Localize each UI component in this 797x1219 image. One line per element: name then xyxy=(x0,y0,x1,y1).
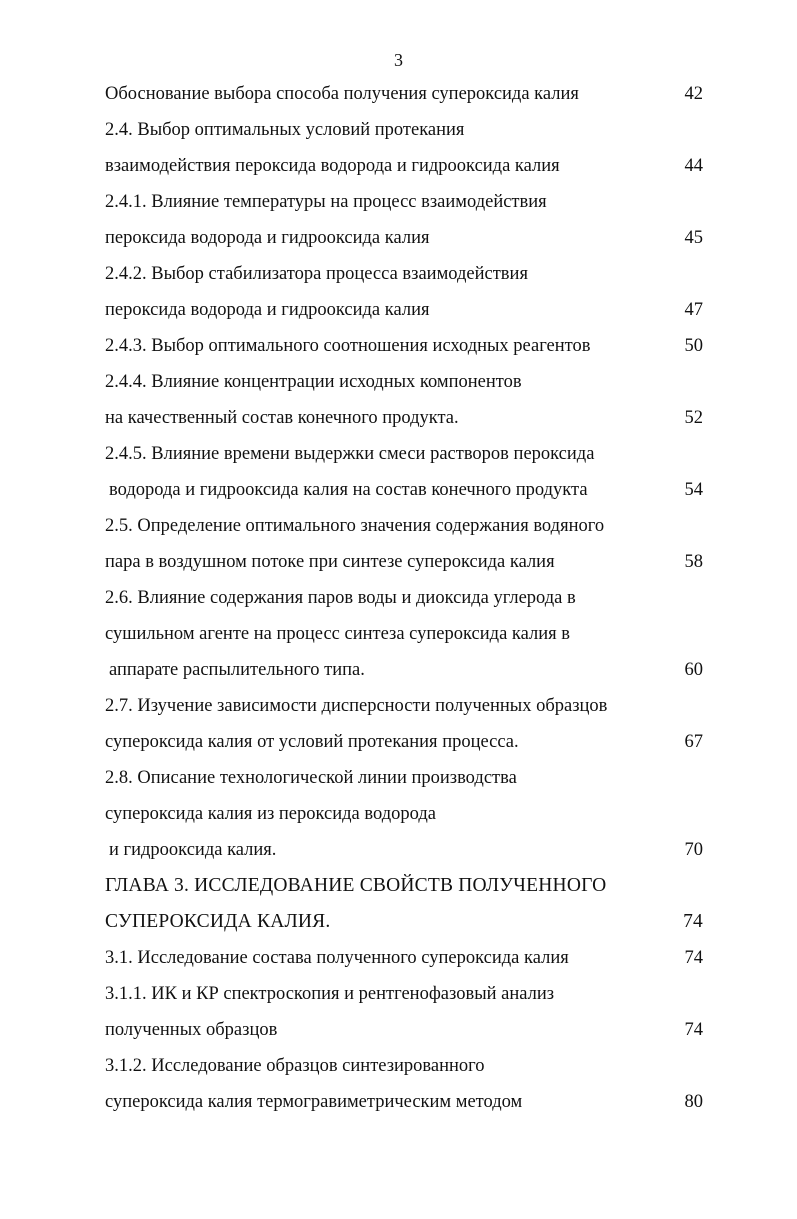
toc-entry xyxy=(105,259,703,289)
page-number: 3 xyxy=(394,50,403,70)
toc-entry-text: пероксида водорода и гидрооксида калия xyxy=(105,300,430,320)
toc-chapter-heading xyxy=(105,907,703,937)
toc-entry-page: 58 xyxy=(684,552,703,572)
toc-entry-text: 2.4.3. Выбор оптимального соотношения исходных реагентов xyxy=(105,336,591,356)
toc-entry-text: супероксида калия от условий протекания процесса. xyxy=(105,732,519,752)
toc-entry-page: 67 xyxy=(684,732,703,752)
toc-entry-page: 50 xyxy=(684,336,703,356)
toc-entry-text: пероксида водорода и гидрооксида калия xyxy=(105,228,430,248)
toc-entry-text: супероксида калия из пероксида водорода xyxy=(105,804,436,824)
toc-entry-page: 74 xyxy=(684,1020,703,1040)
toc-entry xyxy=(105,1015,703,1045)
toc-entry-page: 70 xyxy=(684,840,703,860)
toc-entry-text: 2.4.4. Влияние концентрации исходных компонентов xyxy=(105,372,522,392)
toc-entry-text: пара в воздушном потоке при синтезе супероксида калия xyxy=(105,552,555,572)
toc-entry-page: 52 xyxy=(684,408,703,428)
toc-entry-text: 2.4.1. Влияние температуры на процесс взаимодействия xyxy=(105,192,547,212)
toc-entry-text: супероксида калия термогравиметрическим методом xyxy=(105,1092,523,1112)
toc-entry-text: 2.4.2. Выбор стабилизатора процесса взаимодействия xyxy=(105,264,528,284)
toc-entry-page: 54 xyxy=(684,480,703,500)
toc-entry-text: Обоснование выбора способа получения супероксида калия xyxy=(105,84,579,104)
toc-entry xyxy=(105,403,703,433)
toc-entry xyxy=(105,727,703,757)
toc-entry-text: 3.1.2. Исследование образцов синтезированного xyxy=(105,1056,485,1076)
toc-entry xyxy=(105,475,703,505)
toc-entry xyxy=(105,1051,703,1081)
toc-entry-page: 74 xyxy=(683,911,703,932)
toc-entry-text: ГЛАВА 3. ИССЛЕДОВАНИЕ СВОЙСТВ ПОЛУЧЕННОГО xyxy=(105,875,607,896)
toc-entry-page: 42 xyxy=(684,84,703,104)
toc-entry xyxy=(105,151,703,181)
toc-entry-page: 74 xyxy=(684,948,703,968)
toc-entry-text: на качественный состав конечного продукта. xyxy=(105,408,459,428)
toc-entry-text: 2.4. Выбор оптимальных условий протекания xyxy=(105,120,465,140)
toc-entry xyxy=(105,187,703,217)
toc-entry-page: 80 xyxy=(684,1092,703,1112)
toc-entry xyxy=(105,691,703,721)
toc-entry xyxy=(105,367,703,397)
toc-entry xyxy=(105,799,703,829)
toc-entry xyxy=(105,1087,703,1117)
toc-entry xyxy=(105,79,703,109)
toc-entry xyxy=(105,655,703,685)
toc-entry-text: 2.5. Определение оптимального значения содержания водяного xyxy=(105,516,605,536)
toc-entry-page: 45 xyxy=(684,228,703,248)
toc-entry-text: СУПЕРОКСИДА КАЛИЯ. xyxy=(105,911,331,932)
toc-entry xyxy=(105,115,703,145)
toc-entry-text: полученных образцов xyxy=(105,1020,278,1040)
toc-entry-text: аппарате распылительного типа. xyxy=(109,660,365,680)
toc-entry xyxy=(105,295,703,325)
toc-chapter-heading xyxy=(105,871,703,901)
toc-entry-text: 2.7. Изучение зависимости дисперсности полученных образцов xyxy=(105,696,608,716)
toc-entry xyxy=(105,979,703,1009)
toc-entry-page: 47 xyxy=(684,300,703,320)
toc-entry xyxy=(105,943,703,973)
toc-entry-text: сушильном агенте на процесс синтеза супероксида калия в xyxy=(105,624,570,644)
toc-entry xyxy=(105,547,703,577)
toc-entry-text: 2.4.5. Влияние времени выдержки смеси растворов пероксида xyxy=(105,444,595,464)
toc-entry-text: и гидрооксида калия. xyxy=(109,840,277,860)
toc-entry-text: 2.6. Влияние содержания паров воды и диоксида углерода в xyxy=(105,588,576,608)
toc-entry-text: 3.1.1. ИК и КР спектроскопия и рентгенофазовый анализ xyxy=(105,984,555,1004)
toc-entry xyxy=(105,619,703,649)
toc-entry xyxy=(105,763,703,793)
toc-entry xyxy=(105,583,703,613)
toc-entry-text: взаимодействия пероксида водорода и гидрооксида калия xyxy=(105,156,560,176)
toc-entry xyxy=(105,835,703,865)
toc-entry xyxy=(105,223,703,253)
toc-entry-page: 44 xyxy=(684,156,703,176)
toc-entry-text: водорода и гидрооксида калия на состав конечного продукта xyxy=(109,480,588,500)
toc-entry xyxy=(105,439,703,469)
toc-entry-text: 2.8. Описание технологической линии производства xyxy=(105,768,517,788)
toc-entry xyxy=(105,331,703,361)
toc-entry-page: 60 xyxy=(684,660,703,680)
toc-entry xyxy=(105,511,703,541)
toc-entry-text: 3.1. Исследование состава полученного супероксида калия xyxy=(105,948,569,968)
